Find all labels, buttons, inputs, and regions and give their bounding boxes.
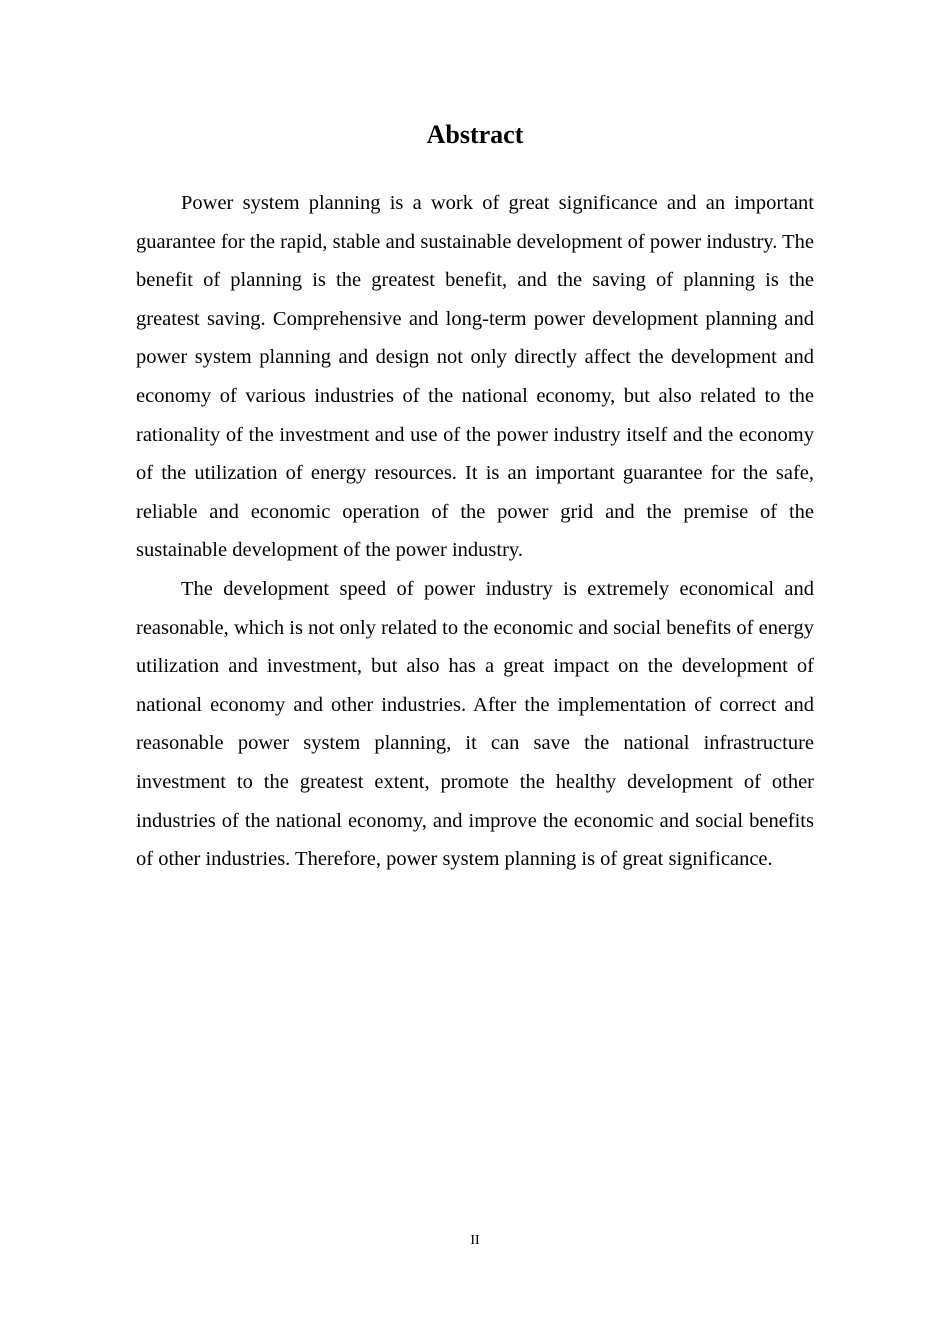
- abstract-paragraph-2: The development speed of power industry is extremely economical and reasonable, which is not only related to the economic and social benefits of energy utilization and investment, but also has a great impact on the development of national economy and other industries. After the implementation of correct and reasonable power system planning, it can save the national infrastructure investment to the greatest extent, promote the healthy development of other industries of the national economy, and improve the economic and social benefits of other industries. Therefore, power system planning is of great significance.: [136, 577, 814, 871]
- abstract-paragraph-1: Power system planning is a work of great significance and an important guarantee for the rapid, stable and sustainable development of power industry. The benefit of planning is the greatest benefit, and the saving of planning is the greatest saving. Comprehensive and long-term power development planning and power system planning and design not only directly affect the development and economy of various industries of the national economy, but also related to the rationality of the investment and use of the power industry itself and the economy of the utilization of energy resources. It is an important guarantee for the safe, reliable and economic operation of the power grid and the premise of the sustainable development of the power industry.: [136, 192, 814, 562]
- page-number: II: [470, 1233, 480, 1248]
- abstract-title: Abstract: [426, 120, 524, 149]
- abstract-body: [136, 184, 814, 879]
